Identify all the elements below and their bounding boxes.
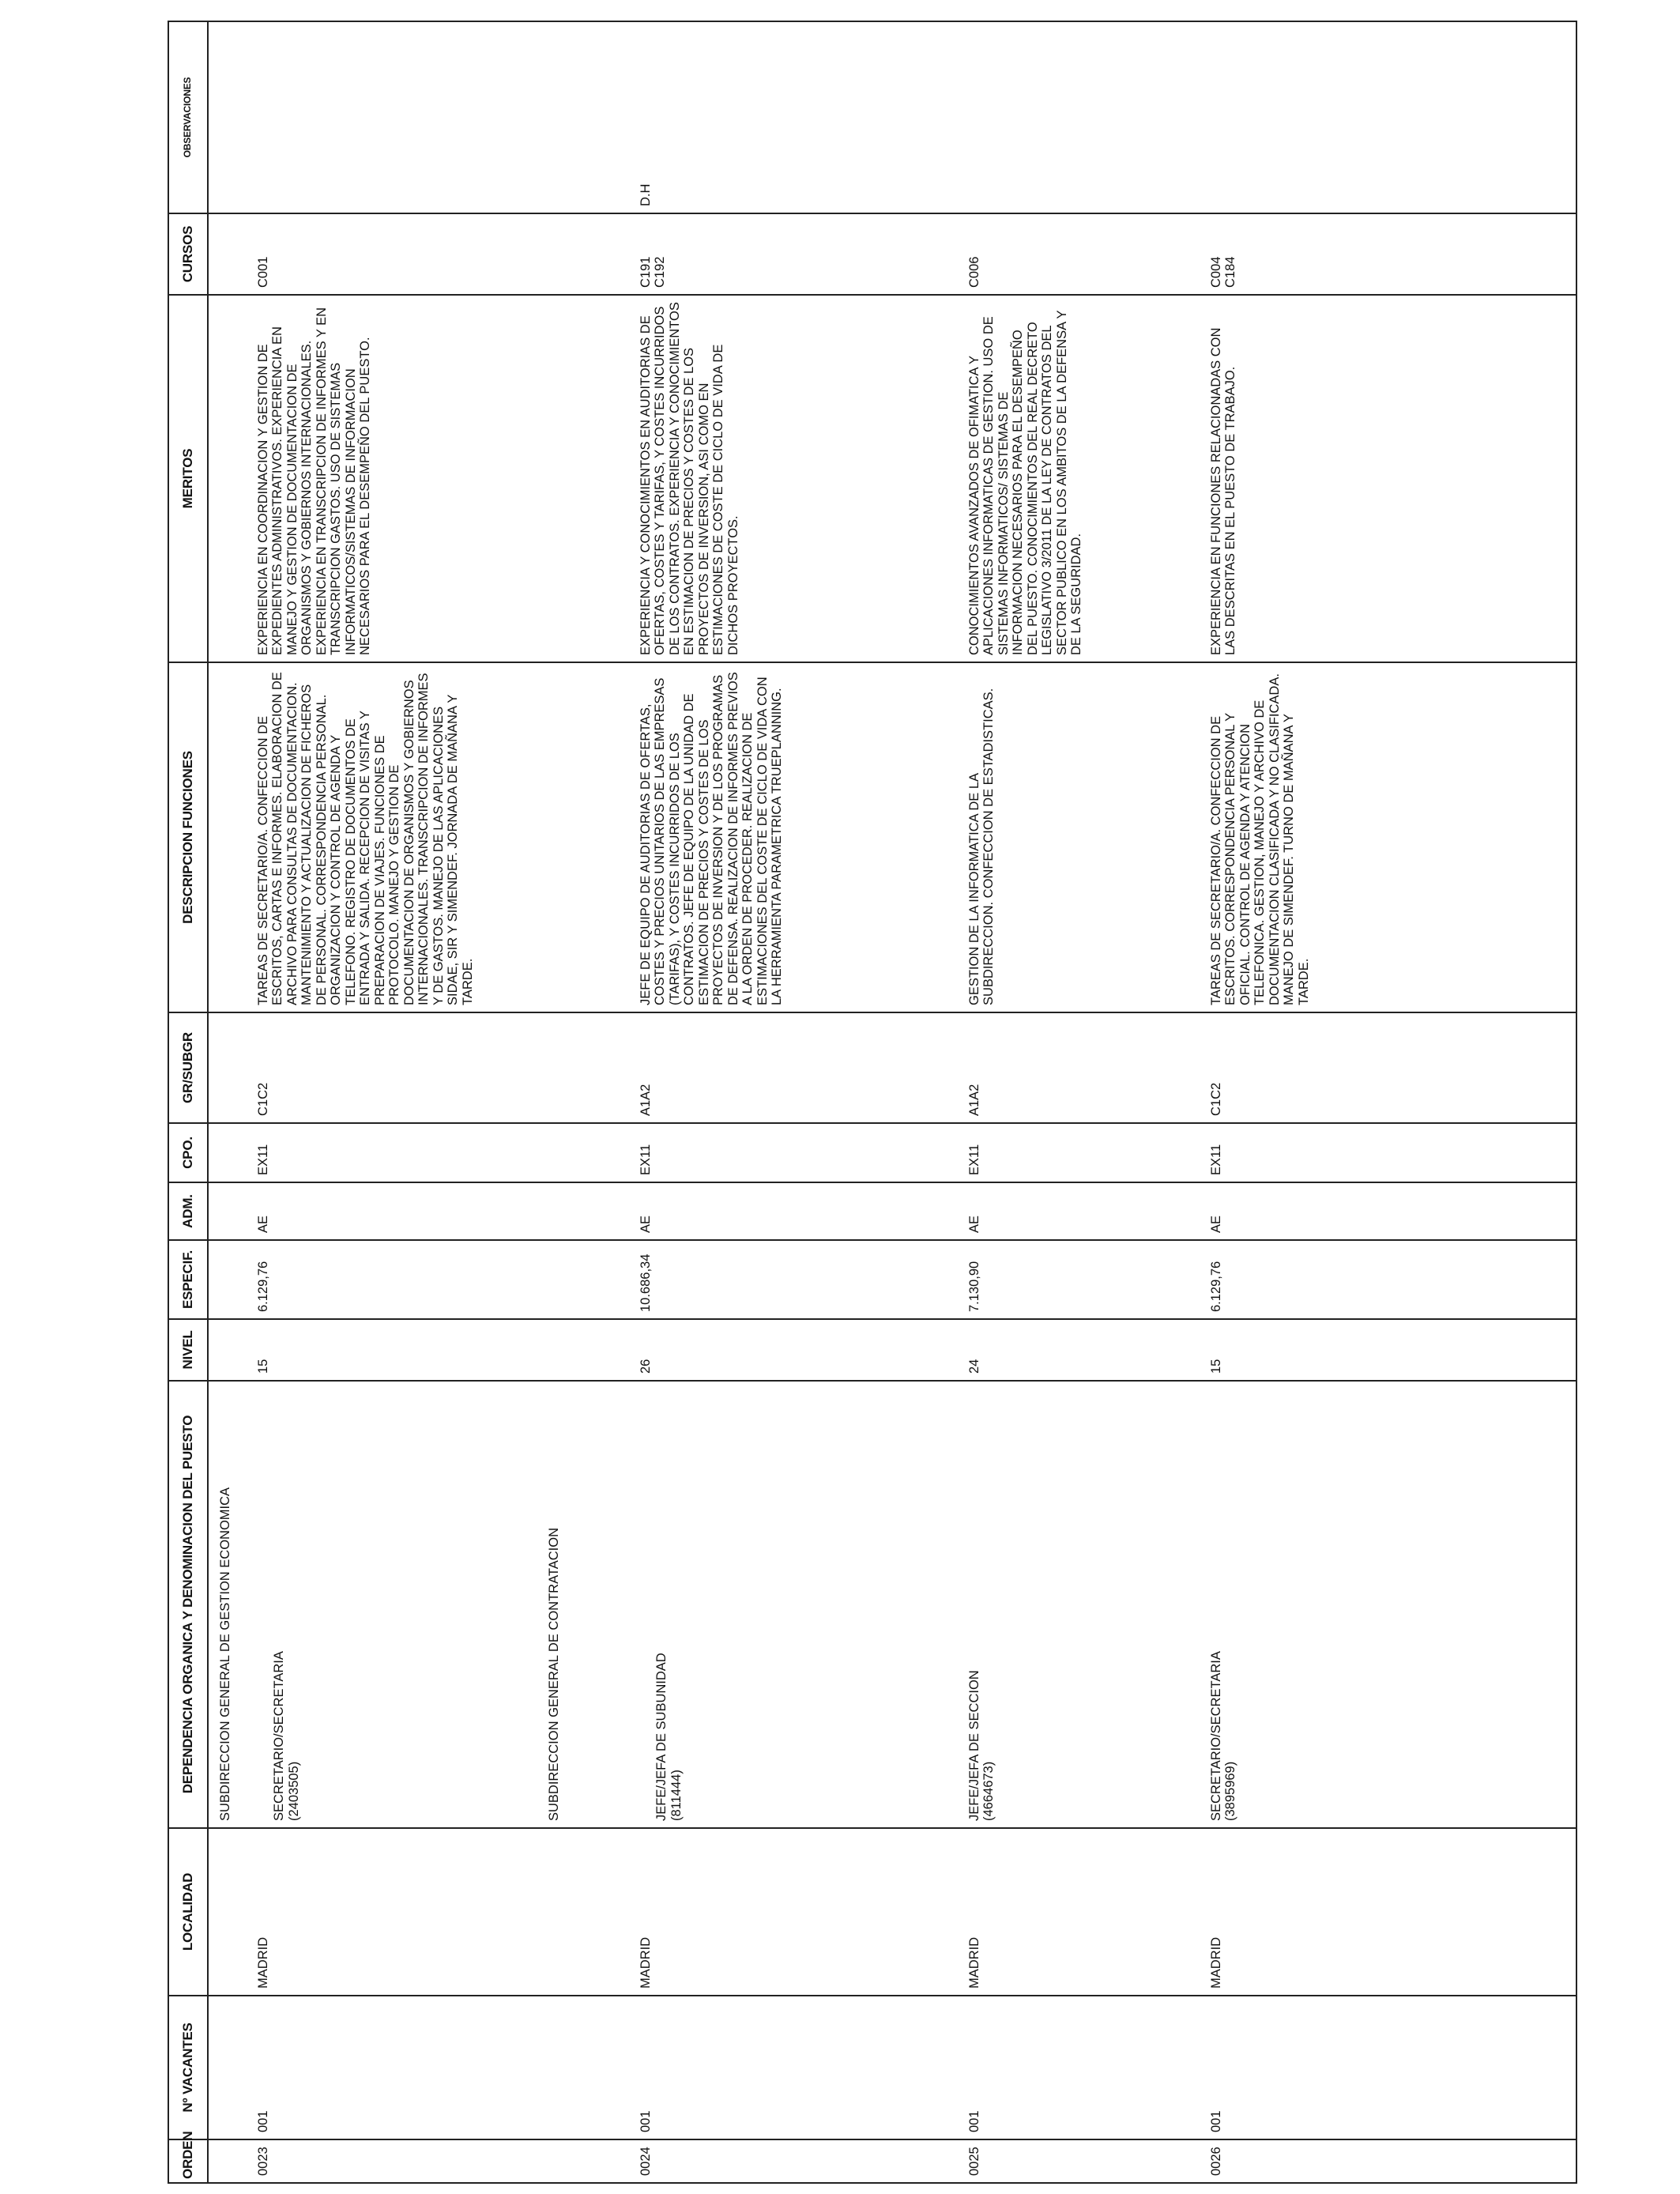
job-code: (811444) <box>669 1770 684 1821</box>
vacantes-cell: 001 <box>629 1996 958 2139</box>
grsubgr-cell: C1C2 <box>208 1012 629 1123</box>
observaciones-cell <box>958 21 1200 213</box>
rotated-page <box>168 22 1495 2184</box>
localidad-cell: MADRID <box>208 1828 629 1996</box>
job-title: JEFE/JEFA DE SECCION <box>967 1670 981 1821</box>
observaciones-cell <box>1200 21 1576 213</box>
col-header-observaciones: OBSERVACIONES <box>168 21 208 213</box>
adm-cell: AE <box>958 1182 1200 1240</box>
col-header-localidad: LOCALIDAD <box>168 1828 208 1996</box>
orden-cell: 0026 <box>1200 2139 1576 2183</box>
orden-cell: 0023 <box>208 2139 629 2183</box>
vacantes-cell: 001 <box>958 1996 1200 2139</box>
meritos-cell: EXPERIENCIA EN COORDINACION Y GESTION DE EXPEDIENTES ADMINISTRATIVOS. EXPERIENCIA EN MANEJO Y GESTION DE DOCUMENTACION DE ORGANISMOS Y GOBIERNOS INTERNACIONALES. EXPERIENCIA EN TRANSCRIPCION DE INFORMES Y EN TRANSCRIPCION GASTOS. USO DE SISTEMAS INFORMATICOS/SISTEMAS DE INFORMACION NECESARIOS PARA EL DESEMPEÑO DEL PUESTO. <box>208 295 629 662</box>
nivel-cell: 15 <box>208 1319 629 1381</box>
localidad-cell: MADRID <box>958 1828 1200 1996</box>
funciones-cell: TAREAS DE SECRETARIO/A. CONFECCION DE ESCRITOS, CARTAS E INFORMES. ELABORACION DE ARCHIVO PARA CONSULTAS DE DOCUMENTACION. MANTENIMIENTO Y ACTUALIZACION DE FICHEROS DE PERSONAL. CORRESPONDENCIA PERSONAL. ORGANIZACION Y CONTROL DE AGENDA Y TELEFONO. REGISTRO DE DOCUMENTOS DE ENTRADA Y SALIDA. RECEPCION DE VISITAS Y PREPARACION DE VIAJES. FUNCIONES DE PROTOCOLO. MANEJO Y GESTION DE DOCUMENTACION DE ORGANISMOS Y GOBIERNOS INTERNACIONALES. TRANSCRIPCION DE INFORMES Y DE GASTOS. MANEJO DE LAS APLICACIONES SIDAE, SIR Y SIMENDEF. JORNADA DE MAÑANA Y TARDE. <box>208 662 629 1012</box>
adm-cell: AE <box>629 1182 958 1240</box>
meritos-cell: EXPERIENCIA Y CONOCIMIENTOS EN AUDITORIAS DE OFERTAS, COSTES Y TARIFAS, Y COSTES INCURRIDOS DE LOS CONTRATOS. EXPERIENCIA Y CONOCIMIENTOS EN ESTIMACION DE PRECIOS Y COSTES DE LOS PROYECTOS DE INVERSION, ASI COMO EN ESTIMACIONES DE COSTE DE CICLO DE VIDA DE DICHOS PROYECTOS. <box>629 295 958 662</box>
funciones-cell: TAREAS DE SECRETARIO/A. CONFECCION DE ESCRITOS. CORRESPONDENCIA PERSONAL Y OFICIAL. CONTROL DE AGENDA Y ATENCION TELEFONICA. GESTION, MANEJO Y ARCHIVO DE DOCUMENTACION CLASIFICADA Y NO CLASIFICADA. MANEJO DE SIMENDEF. TURNO DE MAÑANA Y TARDE. <box>1200 662 1576 1012</box>
meritos-cell: EXPERIENCIA EN FUNCIONES RELACIONADAS CON LAS DESCRITAS EN EL PUESTO DE TRABAJO. <box>1200 295 1576 662</box>
job-code: (4664673) <box>981 1761 996 1821</box>
curso-code: C192 <box>653 256 668 288</box>
especif-cell: 6.129,76 <box>1200 1240 1576 1319</box>
localidad-cell: MADRID <box>629 1828 958 1996</box>
orden-cell: 0024 <box>629 2139 958 2183</box>
vacancies-table <box>168 21 1577 2184</box>
col-header-funciones: DESCRIPCION FUNCIONES <box>168 662 208 1012</box>
dependency-header: SUBDIRECCION GENERAL DE CONTRATACION <box>547 1528 561 1821</box>
orden-cell: 0025 <box>958 2139 1200 2183</box>
header-row <box>168 21 208 2183</box>
especif-cell: 6.129,76 <box>208 1240 629 1319</box>
dependency-header: SUBDIRECCION GENERAL DE GESTION ECONOMICA <box>218 1487 232 1821</box>
curso-code: C004 <box>1209 256 1223 288</box>
localidad-cell: MADRID <box>1200 1828 1576 1996</box>
job-code: (2403505) <box>286 1761 301 1821</box>
dependencia-cell <box>958 1381 1200 1828</box>
col-header-especif: ESPECIF. <box>168 1240 208 1319</box>
table-row <box>208 21 629 2183</box>
job-title: SECRETARIO/SECRETARIA <box>272 1651 287 1821</box>
dependencia-cell <box>208 1381 629 1828</box>
col-header-meritos: MERITOS <box>168 295 208 662</box>
vacantes-cell: 001 <box>1200 1996 1576 2139</box>
funciones-cell: JEFE DE EQUIPO DE AUDITORIAS DE OFERTAS, COSTES Y PRECIOS UNITARIOS DE LAS EMPRESAS (TARIFAS), Y COSTES INCURRIDOS DE LOS CONTRATOS. JEFE DE EQUIPO DE LA UNIDAD DE ESTIMACION DE PRECIOS Y COSTES DE LOS PROYECTOS DE INVERSION Y DE LOS PROGRAMAS DE DEFENSA. REALIZACION DE INFORMES PREVIOS A LA ORDEN DE PROCEDER. REALIZACION DE ESTIMACIONES DEL COSTE DE CICLO DE VIDA CON LA HERRAMIENTA PARAMETRICA TRUEPLANNING. <box>629 662 958 1012</box>
curso-code: C191 <box>638 256 653 288</box>
cursos-cell <box>1200 213 1576 295</box>
table-row <box>1200 21 1576 2183</box>
cpo-cell: EX11 <box>958 1123 1200 1182</box>
nivel-cell: 15 <box>1200 1319 1576 1381</box>
grsubgr-cell: C1C2 <box>1200 1012 1576 1123</box>
observaciones-cell: D.H <box>629 21 958 213</box>
especif-cell: 10.686,34 <box>629 1240 958 1319</box>
adm-cell: AE <box>208 1182 629 1240</box>
cpo-cell: EX11 <box>629 1123 958 1182</box>
vacantes-cell: 001 <box>208 1996 629 2139</box>
col-header-dependencia: DEPENDENCIA ORGANICA Y DENOMINACION DEL PUESTO <box>168 1381 208 1828</box>
col-header-nivel: NIVEL <box>168 1319 208 1381</box>
especif-cell: 7.130,90 <box>958 1240 1200 1319</box>
cursos-cell <box>208 213 629 295</box>
cpo-cell: EX11 <box>208 1123 629 1182</box>
col-header-cursos: CURSOS <box>168 213 208 295</box>
funciones-cell: GESTION DE LA INFORMATICA DE LA SUBDIRECCION. CONFECCION DE ESTADISTICAS. <box>958 662 1200 1012</box>
curso-code: C006 <box>967 256 981 288</box>
col-header-adm: ADM. <box>168 1182 208 1240</box>
curso-code: C001 <box>256 256 270 288</box>
nivel-cell: 26 <box>629 1319 958 1381</box>
job-code: (3895969) <box>1223 1761 1238 1821</box>
job-title: SECRETARIO/SECRETARIA <box>1209 1651 1223 1821</box>
meritos-cell: CONOCIMIENTOS AVANZADOS DE OFIMATICA Y APLICACIONES INFORMATICAS DE GESTION. USO DE SISTEMAS INFORMATICOS/ SISTEMAS DE INFORMACION NECESARIOS PARA EL DESEMPEÑO DEL PUESTO. CONOCIMIENTOS DEL REAL DECRETO LEGISLATIVO 3/2011 DE LA LEY DE CONTRATOS DEL SECTOR PUBLICO EN LOS AMBITOS DE LA DEFENSA Y DE LA SEGURIDAD. <box>958 295 1200 662</box>
adm-cell: AE <box>1200 1182 1576 1240</box>
nivel-cell: 24 <box>958 1319 1200 1381</box>
observaciones-cell <box>208 21 629 213</box>
grsubgr-cell: A1A2 <box>629 1012 958 1123</box>
col-header-grsubgr: GR/SUBGR <box>168 1012 208 1123</box>
curso-code: C184 <box>1223 256 1238 288</box>
col-header-orden: ORDEN <box>168 2139 208 2183</box>
table-row <box>629 21 958 2183</box>
job-title: JEFE/JEFA DE SUBUNIDAD <box>654 1653 669 1821</box>
cursos-cell <box>629 213 958 295</box>
dependencia-cell <box>1200 1381 1576 1828</box>
grsubgr-cell: A1A2 <box>958 1012 1200 1123</box>
col-header-cpo: CPO. <box>168 1123 208 1182</box>
table-row <box>958 21 1200 2183</box>
dependencia-cell <box>547 1381 958 1828</box>
col-header-vacantes: Nº VACANTES <box>168 1996 208 2139</box>
cpo-cell: EX11 <box>1200 1123 1576 1182</box>
cursos-cell <box>958 213 1200 295</box>
